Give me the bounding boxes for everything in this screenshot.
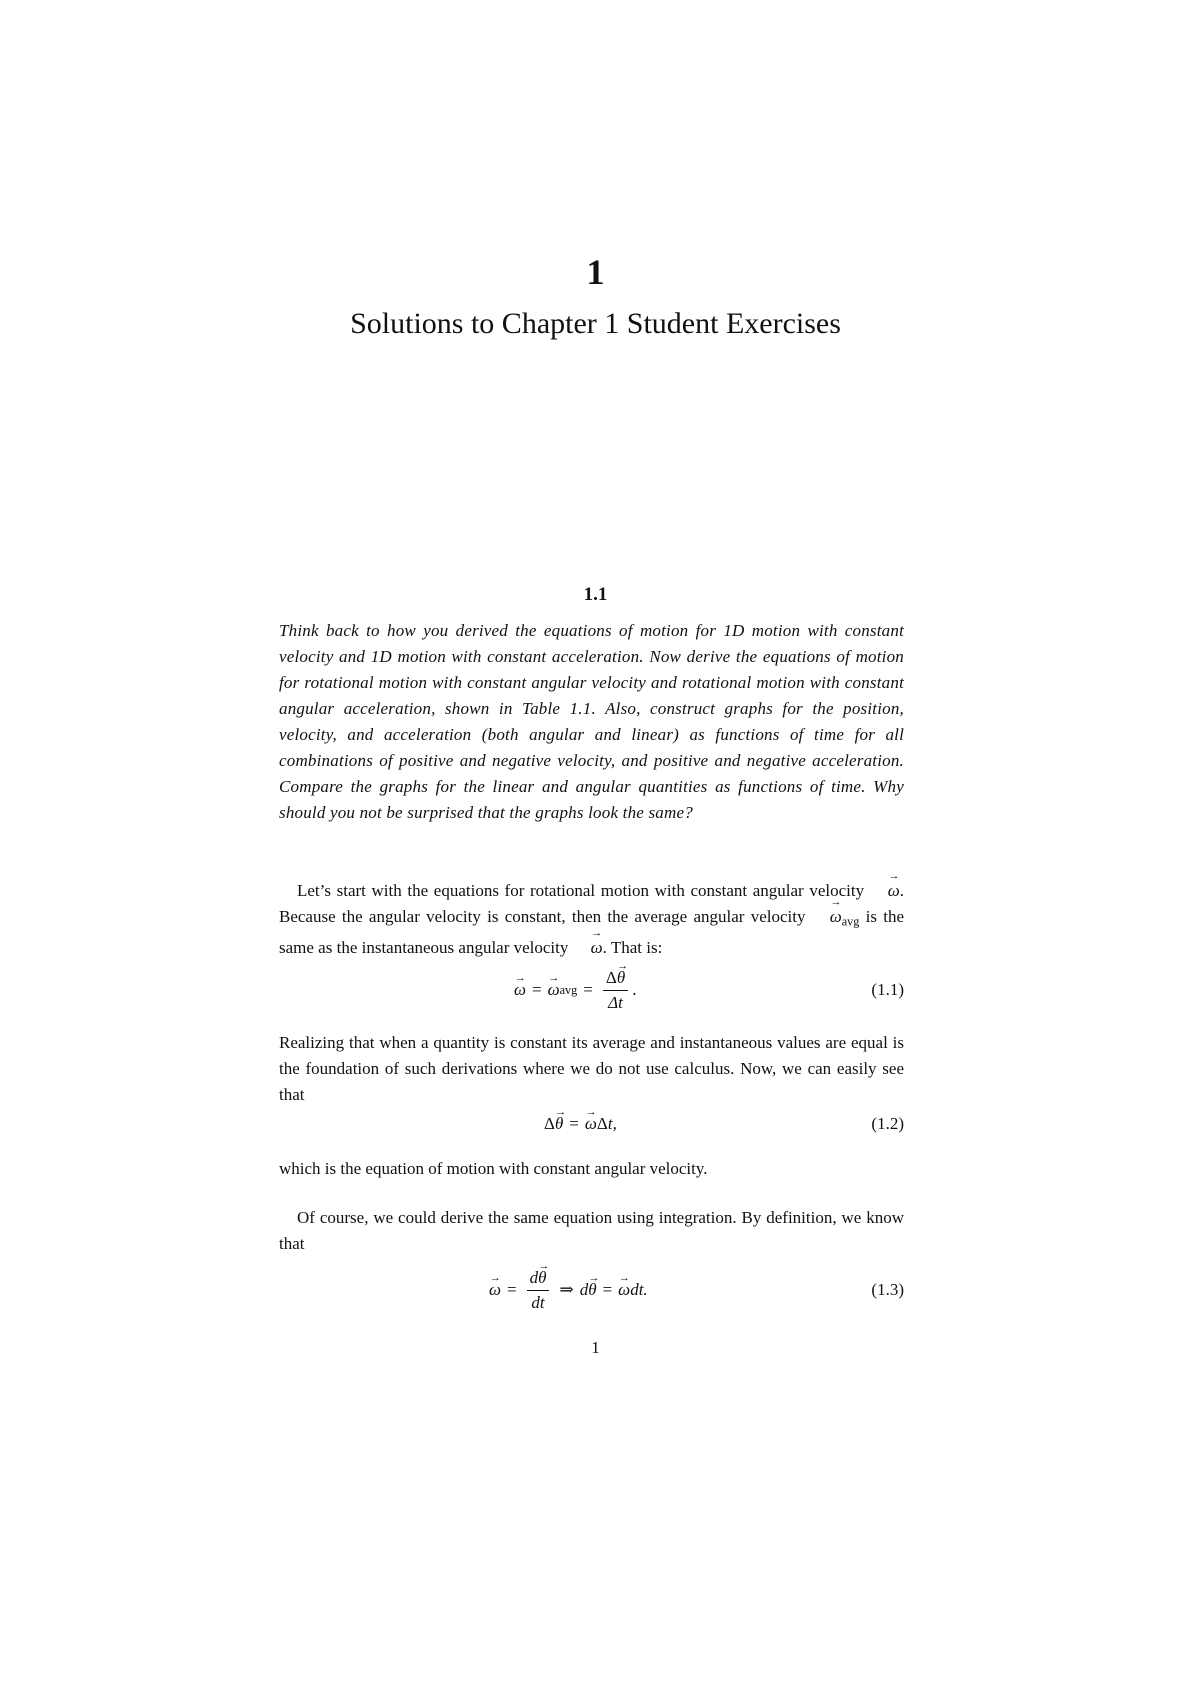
- delta-symbol: Δ: [605, 967, 617, 987]
- paragraph-realizing: Realizing that when a quantity is constant its average and instantaneous values are equal is the foundation of such derivations where we do not use calculus. Now, we can easily see that: [279, 1033, 904, 1104]
- d-symbol: d: [531, 1292, 540, 1312]
- equation-1-1: [279, 958, 904, 1022]
- avg-subscript: avg: [841, 914, 860, 929]
- equation-number-1-2: (1.2): [871, 1114, 904, 1133]
- fraction-d-theta-over-dt: [527, 1268, 550, 1313]
- paragraph-intro-text-4: . That is:: [602, 937, 663, 957]
- omega-vector: → ω: [489, 1280, 501, 1300]
- paragraph-intro-text-1: Let’s start with the equations for rotational motion with constant angular velocity: [297, 881, 870, 900]
- omega-vector: → ω: [812, 904, 842, 930]
- paragraph-intro-text-2: . Because the angular velocity is constant, then the average angular velocity: [279, 881, 904, 926]
- theta-vector: → θ: [555, 1114, 563, 1134]
- t-symbol: t: [618, 992, 623, 1012]
- implies-arrow: ⇒: [559, 1280, 574, 1299]
- exercise-statement: Think back to how you derived the equations of motion for 1D motion with constant velocity and 1D motion with constant acceleration. Now derive the equations of motion for rotational motion with constant angular velocity and rotational motion with constant angular acceleration, shown in Table 1.1. Also, construct graphs for the position, velocity, and acceleration (both angular and linear) as functions of time for all combinations of positive and negative velocity, and positive and negative acceleration. Compare the graphs for the linear and angular quantities as functions of time. Why should you not be surprised that the graphs look the same?: [279, 621, 904, 822]
- equals-sign: =: [602, 1280, 613, 1299]
- equation-1-3-body: [489, 1258, 648, 1322]
- omega-vector: → ω: [618, 1280, 630, 1300]
- equals-sign: =: [569, 1114, 579, 1133]
- section-number: 1.1: [583, 584, 608, 605]
- paragraph-intro-text-3: is the same as the instantaneous angular velocity: [279, 907, 905, 957]
- omega-vector: → ω: [514, 980, 526, 1000]
- equation-1-2-body: [544, 1092, 617, 1156]
- fraction-numerator: [527, 1268, 550, 1291]
- t-symbol: t: [539, 1292, 545, 1312]
- dt-symbol: dt.: [630, 1280, 648, 1299]
- page-number: 1: [591, 1338, 600, 1357]
- equals-sign: =: [583, 980, 593, 999]
- paragraph-integration: Of course, we could derive the same equation using integration. By definition, we know that: [279, 1208, 904, 1253]
- omega-vector: → ω: [573, 935, 603, 961]
- theta-vector: → θ: [538, 1268, 546, 1288]
- paragraph-equation-of-motion: which is the equation of motion with constant angular velocity.: [279, 1159, 708, 1178]
- chapter-number: 1: [586, 252, 605, 292]
- fraction-denominator: [528, 1291, 547, 1313]
- delta-symbol: Δ: [596, 1114, 608, 1133]
- delta-symbol: Δ: [608, 992, 619, 1012]
- delta-symbol: Δ: [544, 1114, 555, 1133]
- equation-number-1-3: (1.3): [871, 1280, 904, 1299]
- fraction-numerator: [603, 968, 628, 991]
- equation-1-3: [279, 1258, 904, 1322]
- omega-vector: → ω: [585, 1114, 597, 1134]
- t-symbol: t,: [607, 1114, 617, 1133]
- d-symbol: d: [579, 1280, 589, 1299]
- equals-sign: =: [532, 980, 542, 999]
- period: .: [632, 980, 637, 999]
- d-symbol: d: [529, 1267, 539, 1287]
- fraction-denominator: [605, 991, 626, 1013]
- avg-subscript: avg: [559, 982, 578, 997]
- chapter-title: Solutions to Chapter 1 Student Exercises: [350, 307, 841, 340]
- paragraph-intro: [279, 878, 904, 961]
- theta-vector: → θ: [617, 968, 625, 988]
- equation-number-1-1: (1.1): [871, 980, 904, 999]
- equation-1-2: [279, 1092, 904, 1156]
- omega-vector: → ω: [548, 980, 560, 1000]
- omega-vector: → ω: [870, 878, 900, 904]
- theta-vector: → θ: [588, 1280, 596, 1300]
- equation-1-1-body: [514, 958, 636, 1022]
- fraction-delta-theta-over-delta-t: [603, 968, 628, 1013]
- equals-sign: =: [507, 1280, 517, 1299]
